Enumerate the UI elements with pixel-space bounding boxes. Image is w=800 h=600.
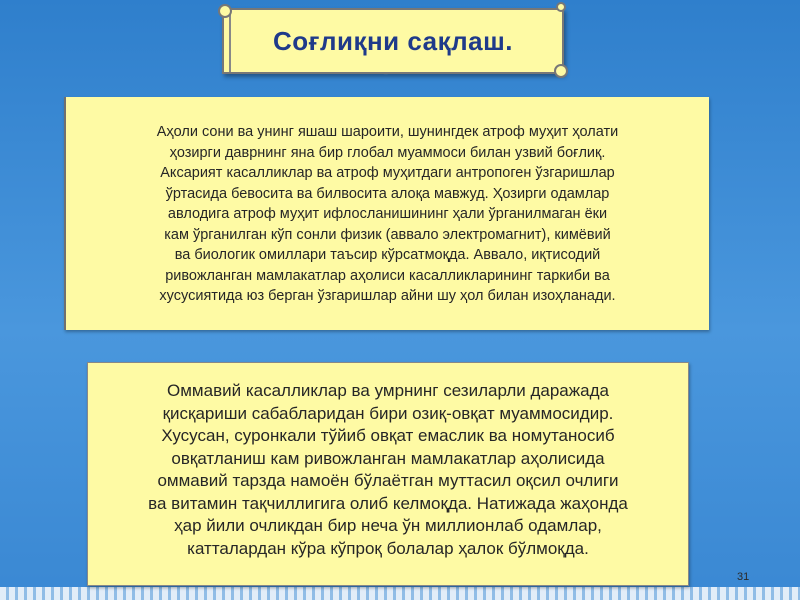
text-line: ҳозирги даврнинг яна бир глобал муаммоси билан узвий боғлиқ. (169, 144, 606, 161)
scroll-curl-icon (554, 64, 568, 78)
text-box-population-health (64, 97, 709, 330)
text-line: хусусиятида юз берган ўзгаришлар айни шу ҳол билан изоҳланади. (159, 288, 616, 304)
text-line: ҳар йили очликдан бир неча ўн миллионлаб одамлар, (174, 516, 602, 535)
text-line: авлодига атроф муҳит ифлосланишининг ҳали ўрганилмаган ёки (167, 206, 608, 222)
text-line: кам ўрганилган кўп сонли физик (аввало электромагнит), кимёвий (164, 226, 611, 243)
slide-title: Соғлиқни сақлаш. (272, 25, 514, 56)
scroll-curl-icon (556, 2, 566, 12)
paragraph-population-health (66, 97, 709, 307)
text-box-food-problem (87, 362, 689, 586)
text-line: ривожланган мамлакатлар аҳолиси касалликларининг таркиби ва (165, 267, 610, 284)
paragraph-food-problem (88, 363, 688, 560)
text-line: оммавий тарзда намоён бўлаётган муттасил оқсил очлиги (157, 471, 619, 490)
page-number: 31 (737, 571, 750, 583)
text-line: катталардан кўра кўпроқ болалар ҳалок бўлмоқда. (187, 538, 589, 558)
text-line: Аҳоли сони ва унинг яшаш шароити, шунингдек атроф муҳит ҳолати (156, 124, 619, 140)
text-line: ва биологик омиллари таъсир кўрсатмоқда. Аввало, иқтисодий (174, 247, 601, 263)
text-line: қисқариши сабабларидан бири озиқ-овқат муаммосидир. (162, 403, 614, 423)
text-line: Аксарият касалликлар ва атроф муҳитдаги антропоген ўзгаришлар (160, 165, 615, 181)
text-line: ўртасида бевосита ва билвосита алоқа мавжуд. Ҳозирги одамлар (165, 185, 610, 202)
text-line: Оммавий касалликлар ва умрнинг сезиларли даражада (167, 381, 609, 400)
bottom-decorative-strip (0, 587, 800, 600)
scroll-curl-icon (218, 4, 232, 18)
text-line: Хусусан, суронкали тўйиб овқат емаслик ва номутаносиб (161, 426, 615, 445)
text-line: овқатланиш кам ривожланган мамлакатлар аҳолисида (171, 448, 605, 468)
title-scroll-banner (222, 8, 564, 74)
text-line: ва витамин тақчиллигига олиб келмоқда. Натижада жаҳонда (148, 493, 628, 513)
